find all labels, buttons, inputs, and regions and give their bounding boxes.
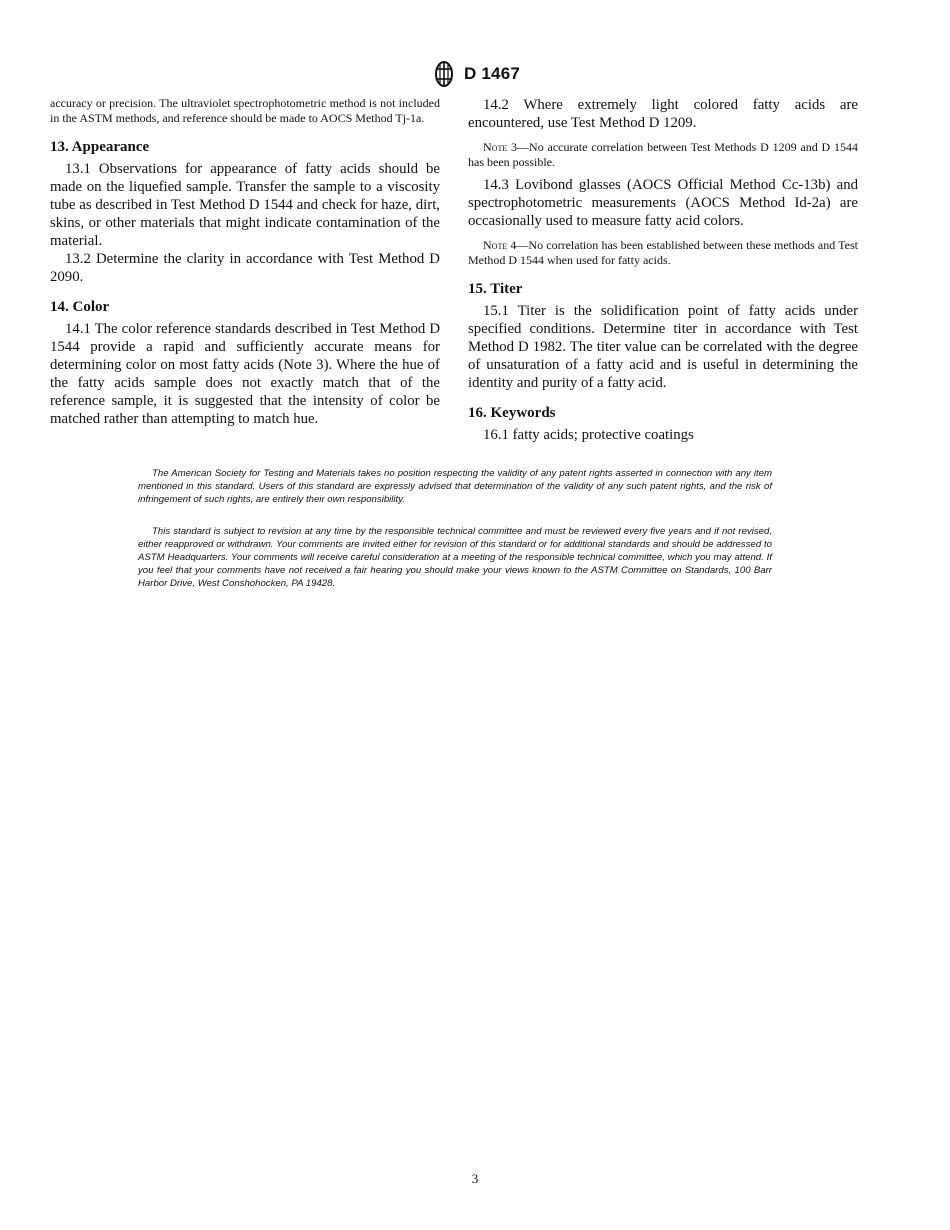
left-column xyxy=(50,96,440,428)
paragraph-13-1: 13.1 Observations for appearance of fatty acids should be made on the liquefied sample. Transfer the sample to a viscosity tube as described in Test Method D 1544 and check for haze, dirt, skins, or other materials that might indicate contamination of the material. xyxy=(50,161,440,249)
note-4 xyxy=(468,238,858,268)
note-4-text: —No correlation has been established between these methods and Test Method D 1544 when used for fatty acids. xyxy=(468,238,859,267)
document-designation: D 1467 xyxy=(463,64,521,83)
astm-logo-icon xyxy=(430,60,458,88)
note-4-label: Note 4 xyxy=(483,238,517,252)
note-3 xyxy=(468,140,858,170)
right-column xyxy=(468,96,858,444)
paragraph-14-1: 14.1 The color reference standards described in Test Method D 1544 provide a rapid and sufficiently accurate means for determining color on most fatty acids (Note 3). Where the hue of the fatty acids sample does not exactly match that of the reference sample, it is suggested that the intensity of color be matched rather than attempting to match hue. xyxy=(50,321,440,427)
page-number: 3 xyxy=(471,1171,479,1186)
section-15-heading: 15. Titer xyxy=(468,281,523,297)
paragraph-14-3: 14.3 Lovibond glasses (AOCS Official Method Cc-13b) and spectrophotometric measurements (AOCS Method Id-2a) are occasionally used to measure fatty acid colors. xyxy=(468,177,858,229)
paragraph-14-2: 14.2 Where extremely light colored fatty acids are encountered, use Test Method D 1209. xyxy=(468,97,858,131)
section-16-heading: 16. Keywords xyxy=(468,405,556,421)
note-3-label: Note 3 xyxy=(483,140,518,154)
paragraph-15-1: 15.1 Titer is the solidification point of fatty acids under specified conditions. Determine titer in accordance with Test Method D 1982. The titer value can be correlated with the degree of unsaturation of a fatty acid and is useful in determining the identity and purity of a fatty acid. xyxy=(468,303,858,391)
patent-notice: The American Society for Testing and Materials takes no position respecting the validity of any patent rights asserted in connection with any item mentioned in this standard. Users of this standard are expressly advised that determination of the validity of any such patent rights, and the risk of infringement of such rights, are entirely their own responsibility. xyxy=(138,468,772,505)
note-3-text: —No accurate correlation between Test Methods D 1209 and D 1544 has been possible. xyxy=(468,140,858,169)
revision-notice: This standard is subject to revision at any time by the responsible technical committee and must be reviewed every five years and if not revised, either reapproved or withdrawn. Your comments are invited either for revision of this standard or for additional standards and should be addressed to ASTM Headquarters. Your comments will receive careful consideration at a meeting of the responsible technical committee, which you may attend. If you feel that your comments have not received a fair hearing you should make your views known to the ASTM Committee on Standards, 100 Barr Harbor Drive, West Conshohocken, PA 19428. xyxy=(138,526,772,589)
paragraph-13-2: 13.2 Determine the clarity in accordance with Test Method D 2090. xyxy=(50,251,440,285)
intro-paragraph: accuracy or precision. The ultraviolet spectrophotometric method is not included in the ASTM methods, and reference should be made to AOCS Method Tj-1a. xyxy=(50,96,440,125)
section-13-heading: 13. Appearance xyxy=(50,139,150,155)
section-14-heading: 14. Color xyxy=(50,299,110,315)
page-header xyxy=(0,60,950,88)
paragraph-16-1: 16.1 fatty acids; protective coatings xyxy=(483,427,694,443)
